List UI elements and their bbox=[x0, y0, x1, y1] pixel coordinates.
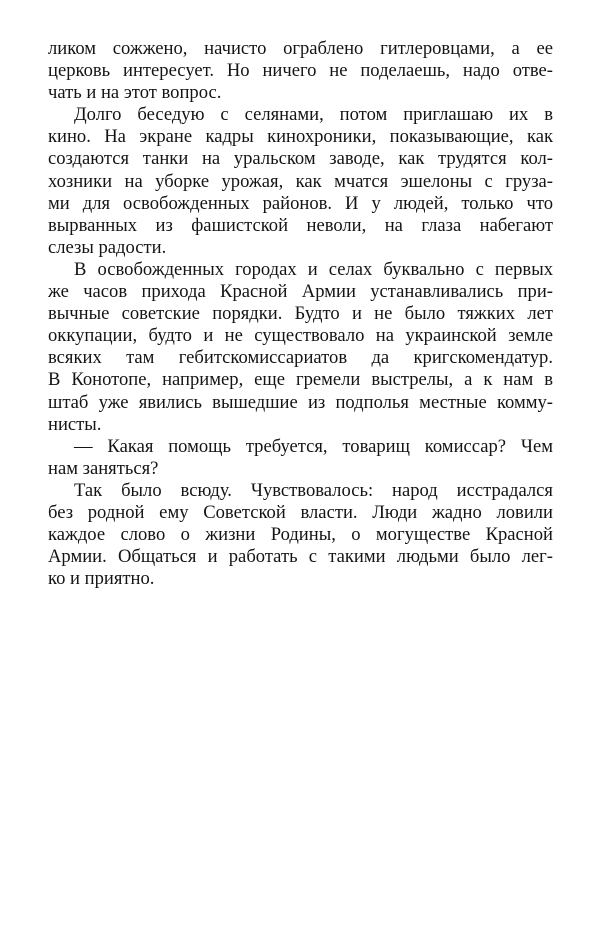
text-line: создаются танки на уральском заводе, как трудятся кол- bbox=[48, 148, 553, 170]
text-line: без родной ему Советской власти. Люди жадно ловили bbox=[48, 501, 553, 523]
text-line: чать и на этот вопрос. bbox=[48, 82, 222, 104]
paragraph-4 bbox=[48, 436, 553, 480]
paragraph-5 bbox=[48, 480, 553, 590]
text-line: Долго беседую с селянами, потом приглашаю их в bbox=[74, 104, 553, 126]
text-line: Армии. Общаться и работать с такими людьми было лег- bbox=[48, 546, 553, 568]
text-line: каждое слово о жизни Родины, о могуществе Красной bbox=[48, 524, 553, 546]
text-line: ко и приятно. bbox=[48, 568, 155, 590]
paragraph-3 bbox=[48, 259, 553, 436]
text-line: вычные советские порядки. Будто и не было тяжких лет bbox=[48, 303, 553, 325]
text-line: слезы радости. bbox=[48, 236, 167, 258]
text-line: В освобожденных городах и селах буквально с первых bbox=[74, 258, 553, 280]
text-line: хозники на уборке урожая, как мчатся эшелоны с груза- bbox=[48, 170, 553, 192]
text-line: кино. На экране кадры кинохроники, показывающие, как bbox=[48, 126, 553, 148]
text-line: В Конотопе, например, еще гремели выстрелы, а к нам в bbox=[48, 369, 553, 391]
text-line: ми для освобожденных районов. И у людей, только что bbox=[48, 192, 553, 214]
page-text bbox=[48, 38, 553, 590]
text-line: вырванных из фашистской неволи, на глаза набегают bbox=[48, 214, 553, 236]
paragraph-1 bbox=[48, 38, 553, 104]
text-line: нам заняться? bbox=[48, 457, 159, 479]
text-line: штаб уже явились вышедшие из подполья местные комму- bbox=[48, 391, 553, 413]
text-line: всяких там гебитскомиссариатов да кригскомендатур. bbox=[48, 347, 553, 369]
text-line: Так было всюду. Чувствовалось: народ исстрадался bbox=[74, 479, 553, 501]
text-line: ликом сожжено, начисто ограблено гитлеровцами, а ее bbox=[48, 38, 553, 59]
text-line: церковь интересует. Но ничего не поделаешь, надо отве- bbox=[48, 60, 553, 82]
text-line: — Какая помощь требуется, товарищ комиссар? Чем bbox=[74, 435, 553, 457]
paragraph-2 bbox=[48, 104, 553, 259]
text-line: же часов прихода Красной Армии устанавливались при- bbox=[48, 281, 553, 303]
text-line: нисты. bbox=[48, 413, 102, 435]
text-line: оккупации, будто и не существовало на украинской земле bbox=[48, 325, 553, 347]
